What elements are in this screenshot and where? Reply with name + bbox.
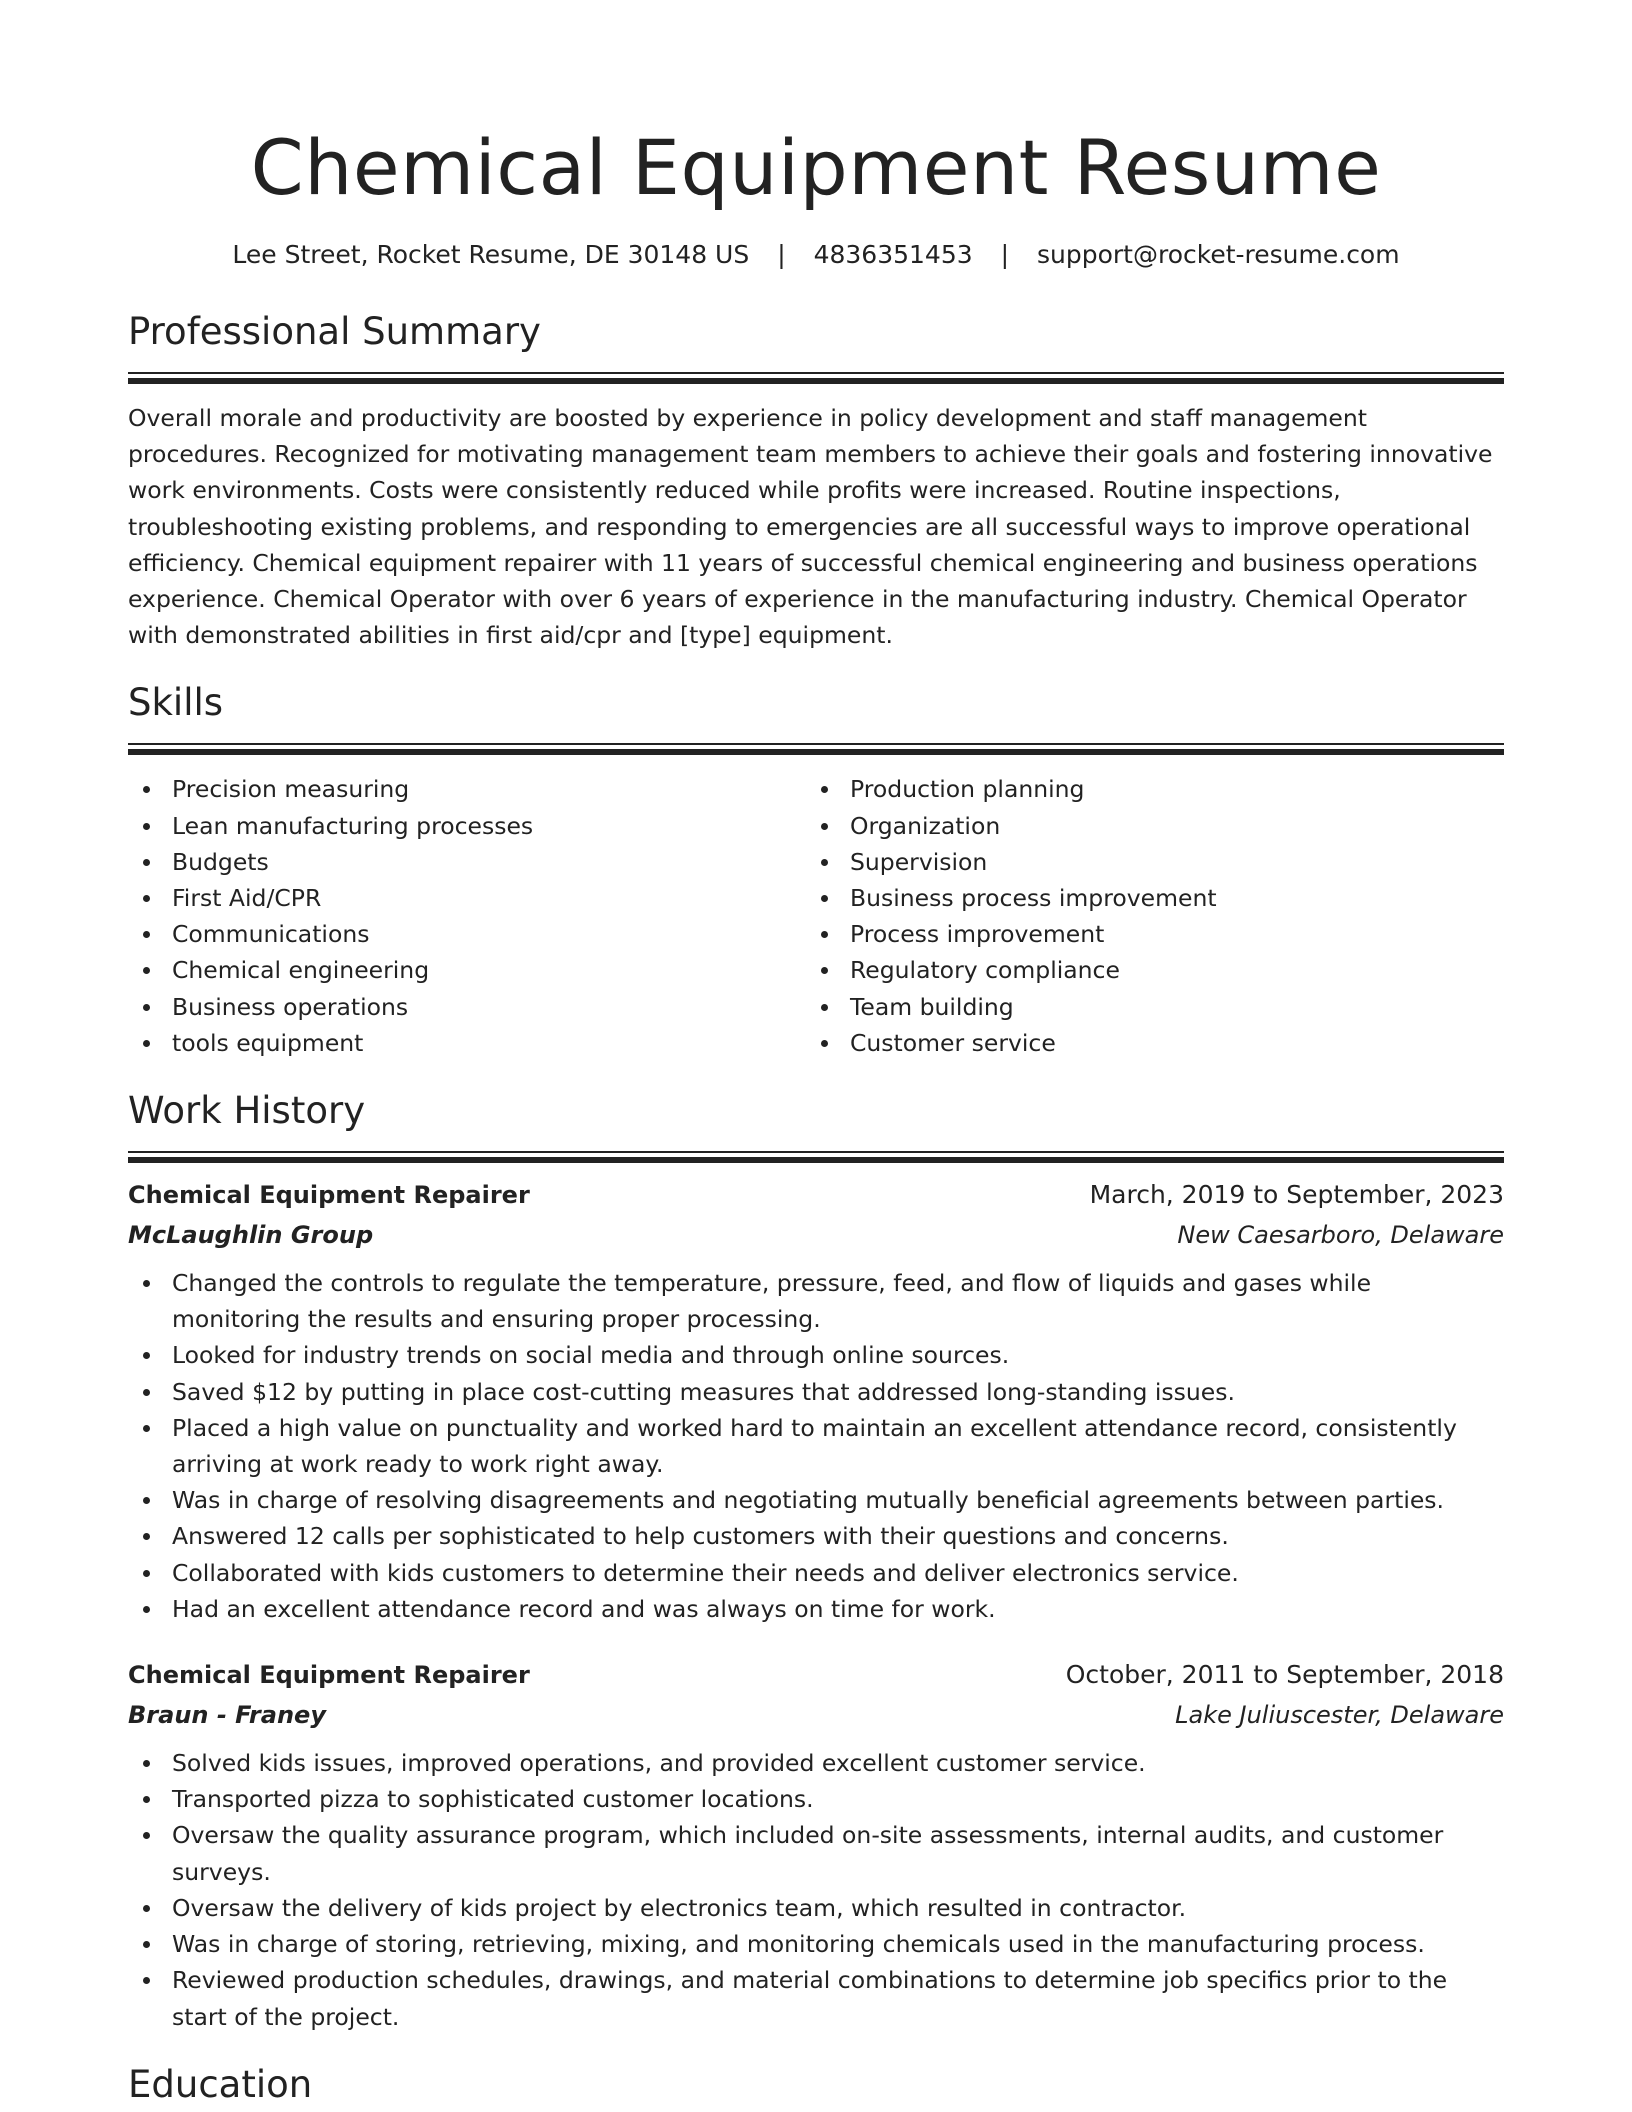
skills-columns (128, 771, 1504, 1061)
contact-address: Lee Street, Rocket Resume, DE 30148 US (232, 240, 750, 269)
skills-list-right (806, 771, 1484, 1061)
list-item: First Aid/CPR (128, 880, 806, 916)
job-header (128, 1655, 1504, 1695)
contact-separator: | (1000, 240, 1010, 269)
list-item: Business operations (128, 989, 806, 1025)
job-company: Braun - Franey (128, 1701, 326, 1730)
list-item: Solved kids issues, improved operations, and provided excellent customer service. (128, 1745, 1504, 1781)
list-item: Customer service (806, 1025, 1484, 1061)
list-item: Placed a high value on punctuality and worked hard to maintain an excellent attendance record, consistently arriving at work ready to work right away. (128, 1410, 1504, 1482)
job-header (128, 1175, 1504, 1215)
resume-page (128, 0, 1504, 2109)
list-item: Budgets (128, 844, 806, 880)
job-dates: March, 2019 to September, 2023 (1089, 1180, 1504, 1210)
list-item: Team building (806, 989, 1484, 1025)
list-item: Organization (806, 808, 1484, 844)
job-subheader (128, 1215, 1504, 1255)
job-location: Lake Juliuscester, Delaware (1175, 1701, 1504, 1730)
section-rule (128, 1151, 1504, 1153)
list-item: Was in charge of storing, retrieving, mixing, and monitoring chemicals used in the manufacturing process. (128, 1926, 1504, 1962)
summary-section (128, 308, 1504, 653)
list-item: Lean manufacturing processes (128, 808, 806, 844)
list-item: Chemical engineering (128, 952, 806, 988)
contact-separator: | (777, 240, 786, 269)
list-item: tools equipment (128, 1025, 806, 1061)
list-item: Process improvement (806, 916, 1484, 952)
job-entry (128, 1655, 1504, 2035)
work-section (128, 1087, 1504, 2035)
job-title: Chemical Equipment Repairer (128, 1661, 530, 1690)
resume-title: Chemical Equipment Resume (250, 123, 1382, 212)
list-item: Had an excellent attendance record and was always on time for work. (128, 1591, 1504, 1627)
job-subheader (128, 1695, 1504, 1735)
education-section (128, 2061, 1504, 2109)
list-item: Production planning (806, 771, 1484, 807)
list-item: Communications (128, 916, 806, 952)
list-item: Business process improvement (806, 880, 1484, 916)
job-title: Chemical Equipment Repairer (128, 1181, 530, 1210)
list-item: Changed the controls to regulate the temperature, pressure, feed, and flow of liquids and gases while monitoring the results and ensuring proper processing. (128, 1265, 1504, 1337)
list-item: Was in charge of resolving disagreements and negotiating mutually beneficial agreements between parties. (128, 1482, 1504, 1518)
section-title-work: Work History (128, 1089, 366, 1133)
list-item: Precision measuring (128, 771, 806, 807)
list-item: Supervision (806, 844, 1484, 880)
section-title-education: Education (128, 2062, 313, 2106)
contact-phone: 4836351453 (813, 240, 973, 269)
list-item: Transported pizza to sophisticated customer locations. (128, 1781, 1504, 1817)
section-title-summary: Professional Summary (128, 310, 541, 353)
job-location: New Caesarboro, Delaware (1177, 1221, 1504, 1250)
list-item: Looked for industry trends on social media and through online sources. (128, 1337, 1504, 1373)
contact-line (128, 238, 1504, 272)
job-entry (128, 1175, 1504, 1627)
contact-email: support@rocket-resume.com (1036, 240, 1400, 269)
list-item: Oversaw the delivery of kids project by electronics team, which resulted in contractor. (128, 1890, 1504, 1926)
section-rule-thick (128, 1157, 1504, 1163)
job-company: McLaughlin Group (128, 1221, 374, 1250)
section-rule-thick (128, 749, 1504, 755)
job-dates: October, 2011 to September, 2018 (1065, 1660, 1504, 1690)
list-item: Answered 12 calls per sophisticated to help customers with their questions and concerns. (128, 1518, 1504, 1554)
section-rule (128, 743, 1504, 745)
summary-text: Overall morale and productivity are boosted by experience in policy development and staff management procedures. Recognized for motivating management team members to achieve their goals and fostering innovative work environments. Costs were consistently reduced while profits were increased. Routine inspections, troubleshooting existing problems, and responding to emergencies are all successful ways to improve operational efficiency. Chemical equipment repairer with 11 years of successful chemical engineering and business operations experience. Chemical Operator with over 6 years of experience in the manufacturing industry. Chemical Operator with demonstrated abilities in first aid/cpr and [type] equipment. (128, 404, 1493, 650)
section-rule (128, 372, 1504, 374)
list-item: Collaborated with kids customers to determine their needs and deliver electronics service. (128, 1555, 1504, 1591)
list-item: Saved $12 by putting in place cost-cutting measures that addressed long-standing issues. (128, 1374, 1504, 1410)
section-title-skills: Skills (128, 681, 224, 725)
list-item: Oversaw the quality assurance program, which included on-site assessments, internal audits, and customer surveys. (128, 1817, 1504, 1889)
skills-list-left (128, 771, 806, 1061)
skills-section (128, 679, 1504, 1061)
job-bullets (128, 1745, 1504, 2035)
job-bullets (128, 1265, 1504, 1627)
section-rule-thick (128, 378, 1504, 384)
list-item: Regulatory compliance (806, 952, 1484, 988)
list-item: Reviewed production schedules, drawings, and material combinations to determine job specifics prior to the start of the project. (128, 1962, 1504, 2034)
